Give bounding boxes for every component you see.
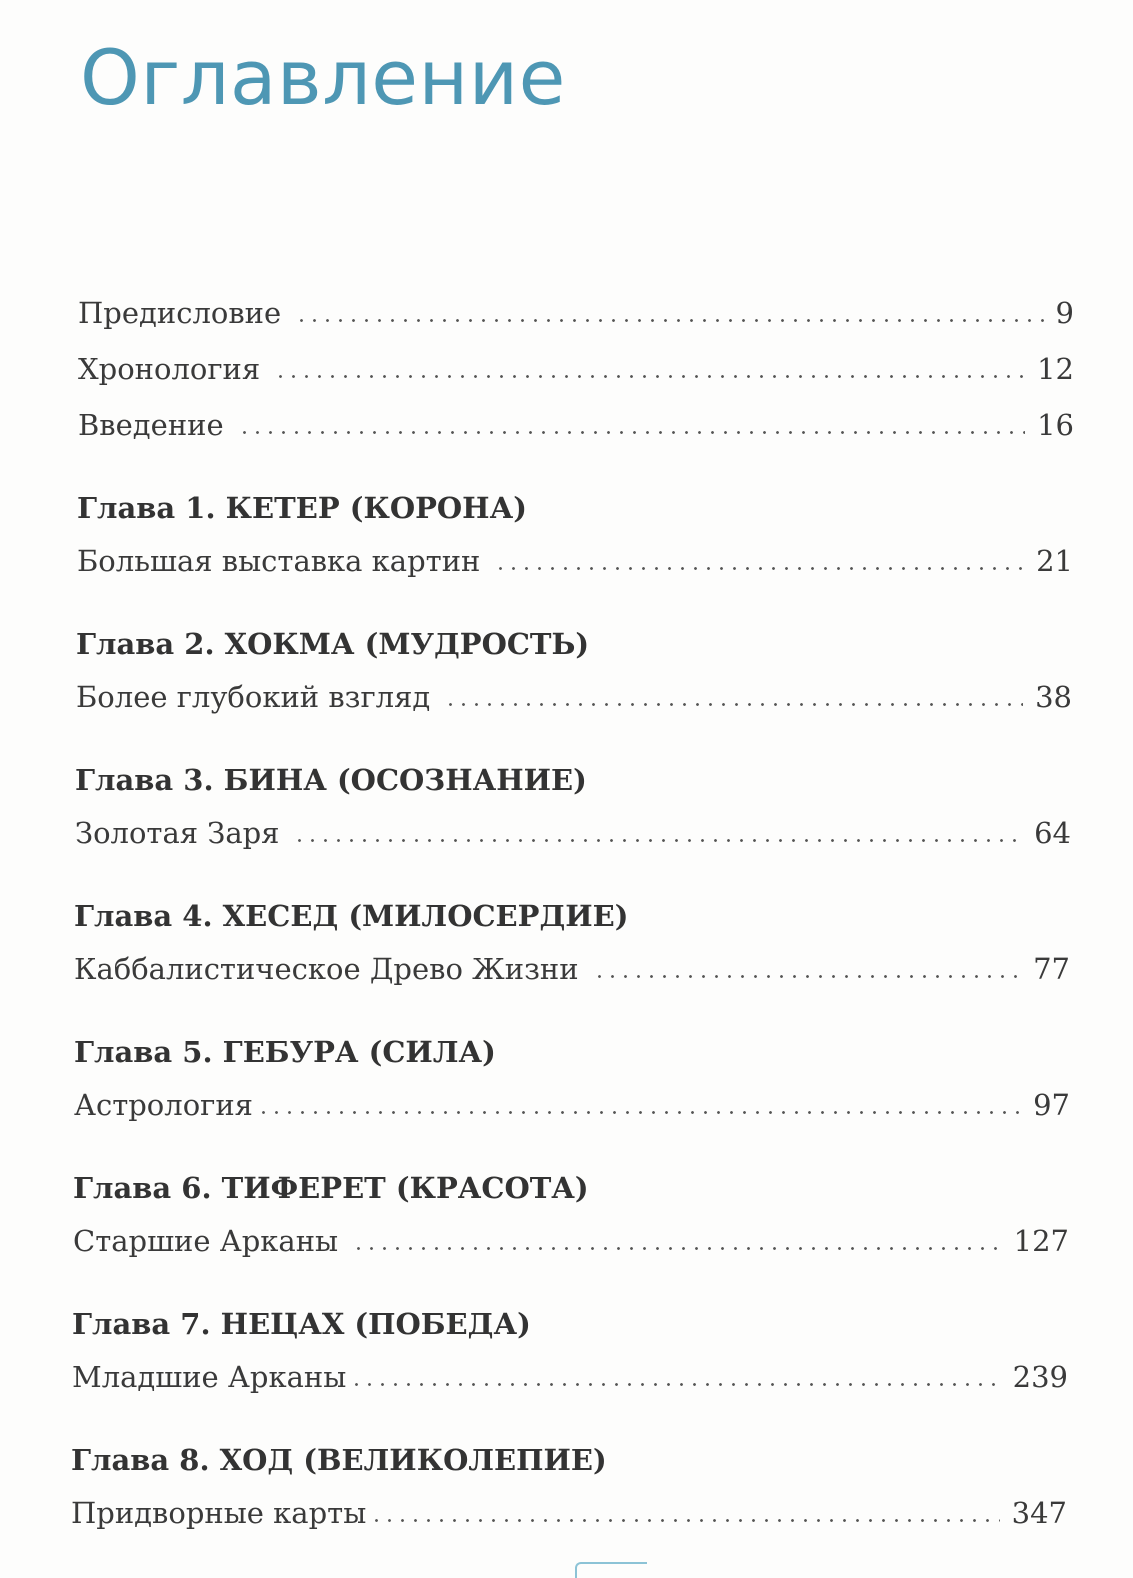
chapter-heading-6: Глава 6. ТИФЕРЕТ (КРАСОТА): [73, 1171, 589, 1205]
toc-entry-label: Каббалистическое Древо Жизни: [74, 952, 579, 986]
toc-entry-preface[interactable]: [78, 288, 1074, 328]
dot-leader: [444, 703, 1023, 706]
toc-entry-chapter-5[interactable]: [74, 1080, 1070, 1120]
chapter-heading-4: Глава 4. ХЕСЕД (МИЛОСЕРДИЕ): [74, 899, 629, 933]
dot-leader: [238, 431, 1025, 434]
dot-leader: [593, 975, 1022, 978]
toc-entry-label: Хронология: [78, 352, 261, 386]
dot-leader: [350, 1383, 1000, 1386]
toc-page-number: 77: [1033, 952, 1070, 986]
toc-entry-chapter-7[interactable]: [72, 1352, 1068, 1392]
toc-entry-label: Большая выставка картин: [77, 544, 481, 578]
toc-page-number: 12: [1037, 352, 1074, 386]
toc-entry-chapter-2[interactable]: [76, 672, 1072, 712]
toc-entry-label: Золотая Заря: [75, 816, 280, 850]
chapter-heading-7: Глава 7. НЕЦАХ (ПОБЕДА): [72, 1307, 531, 1341]
toc-entry-chapter-3[interactable]: [75, 808, 1071, 848]
dot-leader: [274, 375, 1025, 378]
dot-leader: [370, 1519, 999, 1522]
dot-leader: [293, 839, 1022, 842]
toc-page-number: 347: [1011, 1496, 1067, 1530]
toc-entry-chapter-6[interactable]: [73, 1216, 1069, 1256]
toc-entry-label: Предисловие: [78, 296, 282, 330]
toc-page-number: 127: [1013, 1224, 1069, 1258]
toc-entry-label: Старшие Арканы: [73, 1224, 339, 1258]
page-title: Оглавление: [80, 33, 566, 122]
toc-page-number: 38: [1035, 680, 1072, 714]
toc-entry-label: Более глубокий взгляд: [76, 680, 431, 714]
toc-entry-label: Младшие Арканы: [72, 1360, 347, 1394]
toc-entry-chapter-4[interactable]: [74, 944, 1070, 984]
toc-entry-introduction[interactable]: [78, 400, 1074, 440]
chapter-heading-8: Глава 8. ХОД (ВЕЛИКОЛЕПИЕ): [71, 1443, 607, 1477]
toc-entry-label: Астрология: [74, 1088, 253, 1122]
toc-page-number: 64: [1034, 816, 1071, 850]
toc-entry-label: Придворные карты: [71, 1496, 367, 1530]
chapter-heading-5: Глава 5. ГЕБУРА (СИЛА): [74, 1035, 496, 1069]
chapter-heading-1: Глава 1. КЕТЕР (КОРОНА): [77, 491, 527, 525]
toc-entry-chapter-8[interactable]: [71, 1488, 1067, 1528]
chapter-heading-3: Глава 3. БИНА (ОСОЗНАНИЕ): [75, 763, 587, 797]
page-edge-mark: [575, 1562, 647, 1578]
toc-page-number: 97: [1033, 1088, 1070, 1122]
toc-entry-chapter-1[interactable]: [77, 536, 1073, 576]
dot-leader: [257, 1111, 1021, 1114]
chapter-heading-2: Глава 2. ХОКМА (МУДРОСТЬ): [76, 627, 590, 661]
toc-page-number: 16: [1037, 408, 1074, 442]
dot-leader: [494, 567, 1024, 570]
toc-entry-label: Введение: [78, 408, 224, 442]
toc-page-number: 239: [1012, 1360, 1068, 1394]
toc-entry-chronology[interactable]: [78, 344, 1074, 384]
dot-leader: [295, 319, 1043, 322]
dot-leader: [352, 1247, 1002, 1250]
toc-page-number: 9: [1055, 296, 1074, 330]
toc-page-number: 21: [1036, 544, 1073, 578]
